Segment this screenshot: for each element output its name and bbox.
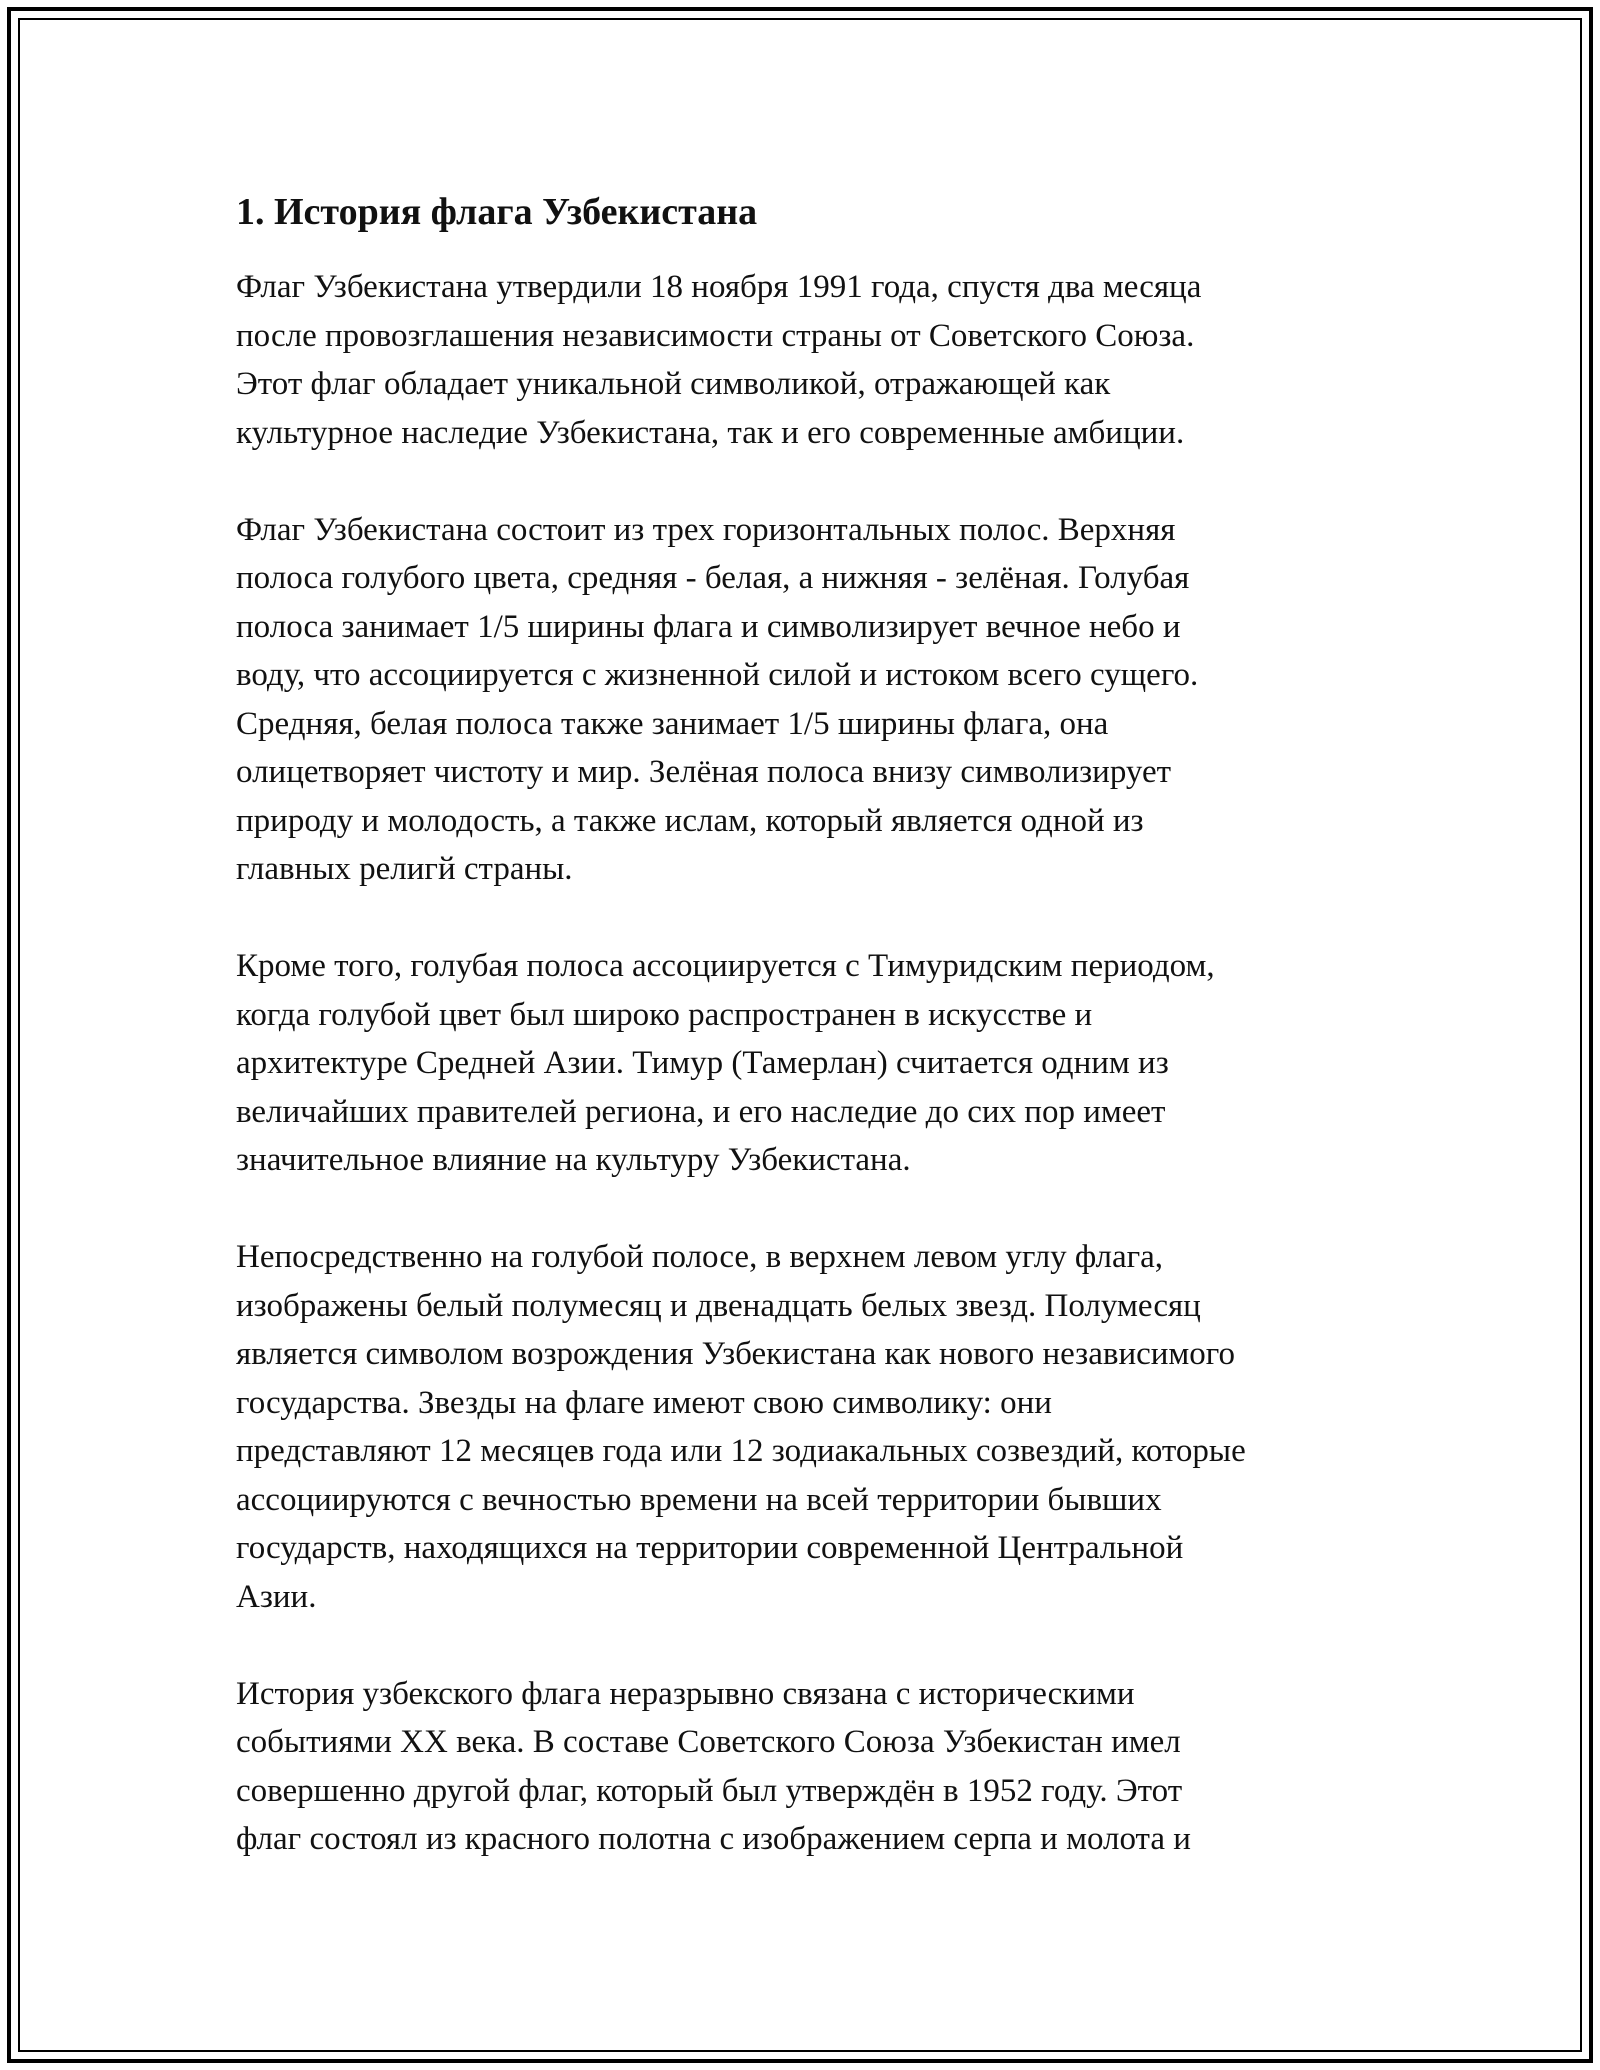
text-line: главных религй страны. <box>236 851 573 887</box>
text-line: природу и молодость, а также ислам, который является одной из <box>236 802 1144 839</box>
text-line: архитектуре Средней Азии. Тимур (Тамерлан) считается одним из <box>236 1045 1169 1081</box>
paragraph-2 <box>236 506 1386 894</box>
text-line: Флаг Узбекистана утвердили 18 ноября 1991 года, спустя два месяца <box>236 269 1202 305</box>
text-line: Непосредственно на голубой полосе, в верхнем левом углу флага, <box>236 1239 1164 1275</box>
text-line: событиями XX века. В составе Советского Союза Узбекистан имел <box>236 1724 1181 1760</box>
text-line: воду, что ассоциируется с жизненной силой и истоком всего сущего. <box>236 657 1199 693</box>
text-line: полоса голубого цвета, средняя - белая, а нижняя - зелёная. Голубая <box>236 560 1190 596</box>
text-line: государств, находящихся на территории современной Центральной <box>236 1530 1184 1566</box>
text-line: флаг состоял из красного полотна с изображением серпа и молота и <box>236 1821 1191 1857</box>
paragraph-3 <box>236 942 1386 1185</box>
text-line: Этот флаг обладает уникальной символикой, отражающей как <box>236 366 1111 402</box>
text-line: культурное наследие Узбекистана, так и его современные амбиции. <box>236 414 1185 451</box>
paragraph-5 <box>236 1670 1386 1864</box>
text-line: значительное влияние на культуру Узбекистана. <box>236 1142 911 1178</box>
text-line: олицетворяет чистоту и мир. Зелёная полоса внизу символизирует <box>236 754 1172 790</box>
paragraph-1 <box>236 263 1386 457</box>
text-line: История узбекского флага неразрывно связана с историческими <box>236 1675 1135 1712</box>
text-line: после провозглашения независимости страны от Советского Союза. <box>236 317 1195 354</box>
text-line: величайших правителей региона, и его наследие до сих пор имеет <box>236 1093 1166 1130</box>
text-line: Азии. <box>236 1578 317 1615</box>
text-line: Средняя, белая полоса также занимает 1/5 ширины флага, она <box>236 705 1109 742</box>
text-line: представляют 12 месяцев года или 12 зодиакальных созвездий, которые <box>236 1433 1246 1469</box>
text-line: является символом возрождения Узбекистана как нового независимого <box>236 1336 1236 1372</box>
text-line: когда голубой цвет был широко распространен в искусстве и <box>236 996 1093 1033</box>
text-line: полоса занимает 1/5 ширины флага и символизирует вечное небо и <box>236 608 1181 645</box>
paragraph-4 <box>236 1233 1386 1621</box>
text-line: Кроме того, голубая полоса ассоциируется с Тимуридским периодом, <box>236 948 1215 984</box>
text-line: изображены белый полумесяц и двенадцать белых звезд. Полумесяц <box>236 1287 1201 1324</box>
text-line: государства. Звезды на флаге имеют свою символику: они <box>236 1384 1052 1421</box>
section-heading: 1. История флага Узбекистана <box>236 191 758 233</box>
text-line: Флаг Узбекистана состоит из трех горизонтальных полос. Верхняя <box>236 511 1176 548</box>
document-body <box>236 263 1386 1864</box>
text-line: ассоциируются с вечностью времени на всей территории бывших <box>236 1481 1162 1518</box>
text-line: совершенно другой флаг, который был утверждён в 1952 году. Этот <box>236 1772 1183 1809</box>
document-page <box>236 187 1386 1912</box>
